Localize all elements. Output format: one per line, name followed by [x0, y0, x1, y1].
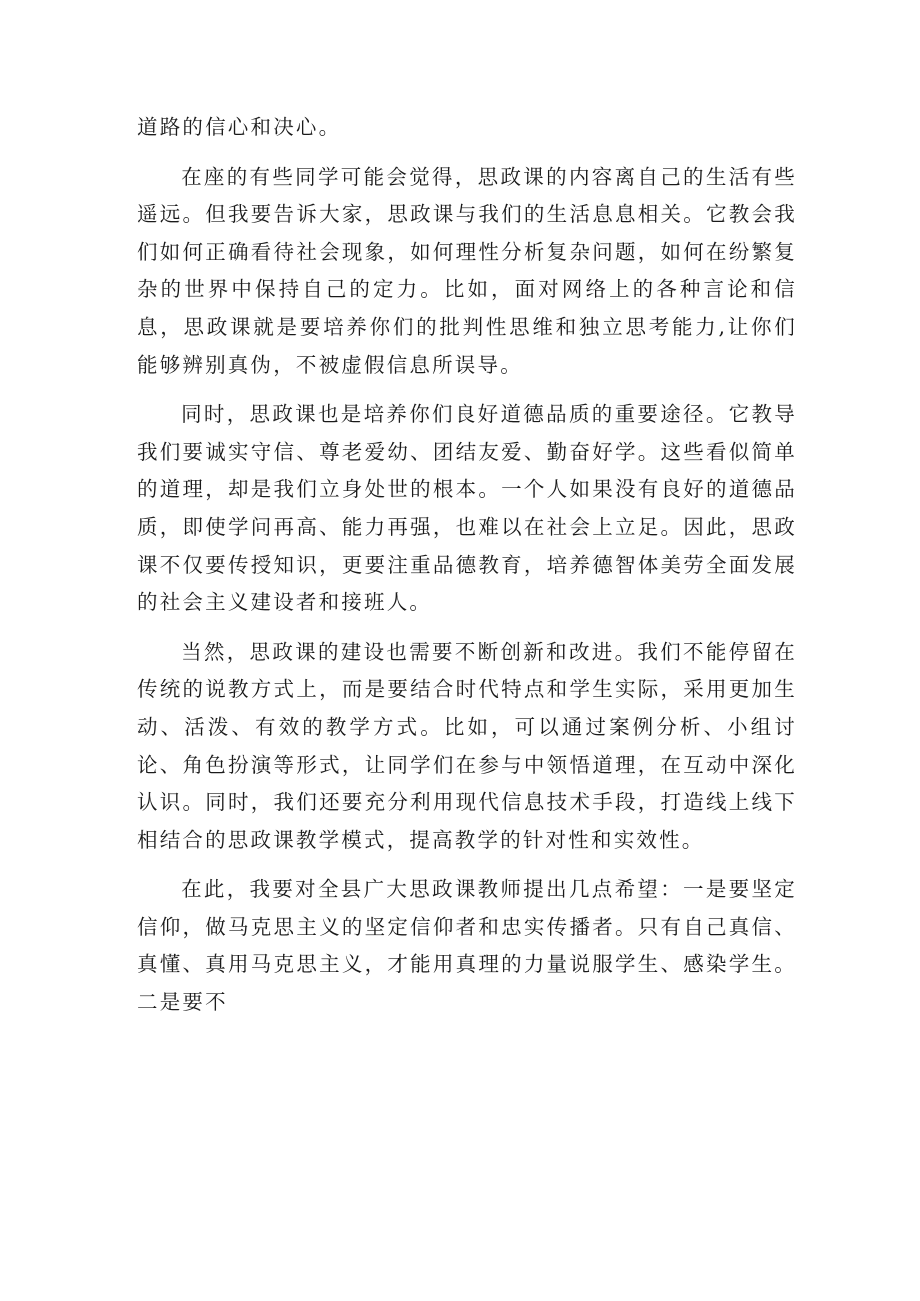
paragraph-2: 在座的有些同学可能会觉得，思政课的内容离自己的生活有些遥远。但我要告诉大家，思政课与我们的生活息息相关。它教会我们如何正确看待社会现象，如何理性分析复杂问题，如何在纷繁复杂的世界中保持自己的定力。比如，面对网络上的各种言论和信息，思政课就是要培养你们的批判性思维和独立思考能力,让你们能够辨别真伪，不被虚假信息所误导。: [137, 164, 797, 377]
document-body: [137, 109, 797, 1022]
paragraph-4: 当然，思政课的建设也需要不断创新和改进。我们不能停留在传统的说教方式上，而是要结合时代特点和学生实际，采用更加生动、活泼、有效的教学方式。比如，可以通过案例分析、小组讨论、角色扮演等形式，让同学们在参与中领悟道理，在互动中深化认识。同时，我们还要充分利用现代信息技术手段，打造线上线下相结合的思政课教学模式，提高教学的针对性和实效性。: [137, 639, 797, 852]
paragraph-5: 在此，我要对全县广大思政课教师提出几点希望：一是要坚定信仰，做马克思主义的坚定信仰者和忠实传播者。只有自己真信、真懂、真用马克思主义，才能用真理的力量说服学生、感染学生。二是要不: [137, 877, 797, 1015]
paragraph-3: 同时，思政课也是培养你们良好道德品质的重要途径。它教导我们要诚实守信、尊老爱幼、团结友爱、勤奋好学。这些看似简单的道理，却是我们立身处世的根本。一个人如果没有良好的道德品质，即使学问再高、能力再强，也难以在社会上立足。因此，思政课不仅要传授知识，更要注重品德教育，培养德智体美劳全面发展的社会主义建设者和接班人。: [137, 402, 797, 615]
paragraph-1: 道路的信心和决心。: [137, 115, 342, 139]
